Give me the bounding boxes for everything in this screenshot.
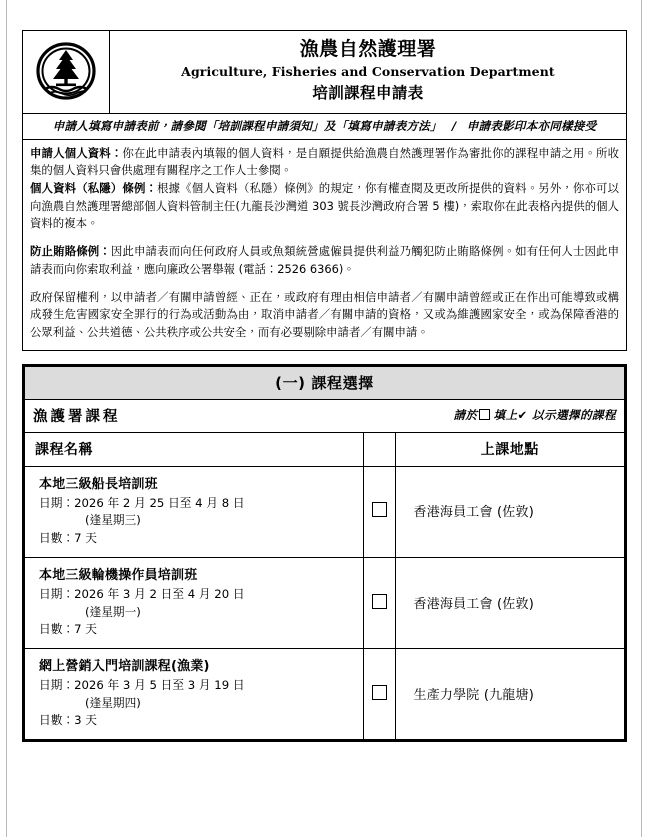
- legal-paragraph-bribery: [30, 243, 619, 278]
- masthead: [22, 30, 627, 114]
- course-select-checkbox-2[interactable]: [372, 594, 387, 609]
- legal-text-pdpo: 根據《個人資料（私隱）條例》的規定，你有權查閱及更改所提供的資料。另外，你亦可以向漁農自然護理署總部個人資料管制主任(九龍長沙灣道 303 號長沙灣政府合署 5 樓)，索取你在此表格內提供的個人資料的複本。: [30, 181, 619, 230]
- course-weekday-1: (逢星期三): [85, 513, 141, 528]
- course-days-1: 日數：7 天: [39, 530, 97, 545]
- instruction-prefix: 請於: [453, 408, 478, 423]
- table-row: [25, 466, 624, 557]
- course-title-1: 本地三級船長培訓班: [39, 476, 158, 492]
- course-weekday-2: (逢星期一): [85, 604, 141, 619]
- column-header-venue: 上課地點: [395, 433, 624, 467]
- afcd-courses-label: 漁護署課程: [33, 408, 121, 425]
- instruction-checkbox-icon: [479, 409, 490, 420]
- course-date-2: 日期：2026 年 3 月 2 日至 4 月 20 日: [39, 587, 245, 602]
- course-selection-section: [22, 364, 627, 743]
- column-header-checkbox: [363, 433, 395, 467]
- instruction-suffix: 以示選擇的課程: [532, 408, 616, 423]
- application-notice-strip: [22, 114, 627, 140]
- course-weekday-3: (逢星期四): [85, 695, 141, 710]
- legal-text-bribery: 因此申請表而向任何政府人員或魚類統營處僱員提供利益乃觸犯防止賄賂條例。如有任何人士因此申請表而向你索取利益，應向廉政公署舉報 (電話：2526 6366)。: [30, 244, 619, 276]
- course-checkbox-cell-2[interactable]: [363, 558, 395, 649]
- course-date-1: 日期：2026 年 2 月 25 日至 4 月 8 日: [39, 496, 245, 511]
- course-subheader-row: [25, 400, 624, 433]
- title-cell: [110, 31, 626, 113]
- logo-cell: [23, 31, 110, 113]
- notice-separator: /: [452, 118, 457, 133]
- legal-label-bribery: 防止賄賂條例：: [30, 244, 111, 259]
- legal-paragraph-national-security: [30, 289, 619, 341]
- page-edge-right-rule: [641, 0, 642, 837]
- legal-label-pdpo: 個人資料（私隱）條例：: [30, 181, 158, 196]
- course-venue-1: 香港海員工會 (佐敦): [395, 466, 624, 557]
- table-row: [25, 558, 624, 649]
- section-title: (一) 課程選擇: [25, 367, 624, 400]
- course-select-checkbox-1[interactable]: [372, 502, 387, 517]
- course-table: [25, 433, 624, 740]
- course-date-3: 日期：2026 年 3 月 5 日至 3 月 19 日: [39, 678, 245, 693]
- course-venue-2: 香港海員工會 (佐敦): [395, 558, 624, 649]
- table-row: [25, 649, 624, 740]
- course-days-2: 日數：7 天: [39, 621, 97, 636]
- afcd-pine-tree-emblem-icon: [36, 42, 96, 100]
- checkbox-instruction: [453, 407, 616, 423]
- course-select-checkbox-3[interactable]: [372, 685, 387, 700]
- instruction-middle: 填上: [493, 408, 518, 423]
- page-edge-left-rule: [6, 0, 7, 837]
- notice-right-text: 申請表影印本亦同樣接受: [466, 118, 597, 133]
- legal-text-personal-data: 你在此申請表內填報的個人資料，是自願提供給漁農自然護理署作為審批你的課程申請之用。所收集的個人資料只會供處理有關程序之工作人士參閱。: [30, 145, 619, 177]
- notice-left-text: 申請人填寫申請表前，請參閱「培訓課程申請須知」及「填寫申請表方法」: [52, 118, 442, 133]
- course-checkbox-cell-3[interactable]: [363, 649, 395, 740]
- legal-label-personal-data: 申請人個人資料：: [30, 145, 123, 160]
- course-name-cell-2: [25, 558, 363, 649]
- page-title: 培訓課程申請表: [312, 84, 424, 103]
- course-table-header-row: [25, 433, 624, 467]
- form-sheet: [22, 30, 627, 742]
- legal-paragraph-personal-data: [30, 145, 619, 180]
- course-days-3: 日數：3 天: [39, 713, 97, 728]
- instruction-tick-icon: ✔: [517, 408, 528, 423]
- department-name-en: Agriculture, Fisheries and Conservation Department: [181, 63, 555, 79]
- course-checkbox-cell-1[interactable]: [363, 466, 395, 557]
- course-title-2: 本地三級輪機操作員培訓班: [39, 568, 198, 584]
- course-name-cell-1: [25, 466, 363, 557]
- legal-notices-block: [22, 140, 627, 351]
- column-header-course-name: 課程名稱: [25, 433, 363, 467]
- department-name-zh: 漁農自然護理署: [299, 38, 437, 60]
- course-venue-3: 生產力學院 (九龍塘): [395, 649, 624, 740]
- legal-text-national-security: 政府保留權利，以申請者／有關申請曾經、正在，或政府有理由相信申請者／有關申請曾經或正在作出可能導致或構成發生危害國家安全罪行的行為或活動為由，取消申請者／有關申請的資格，又或為維護國家安全，或為保障香港的公眾利益、公共道德、公共秩序或公共安全，而有必要剔除申請者／有關申請。: [30, 289, 619, 339]
- legal-paragraph-pdpo: [30, 180, 619, 232]
- course-title-3: 網上營銷入門培訓課程(漁業): [39, 659, 210, 675]
- course-name-cell-3: [25, 649, 363, 740]
